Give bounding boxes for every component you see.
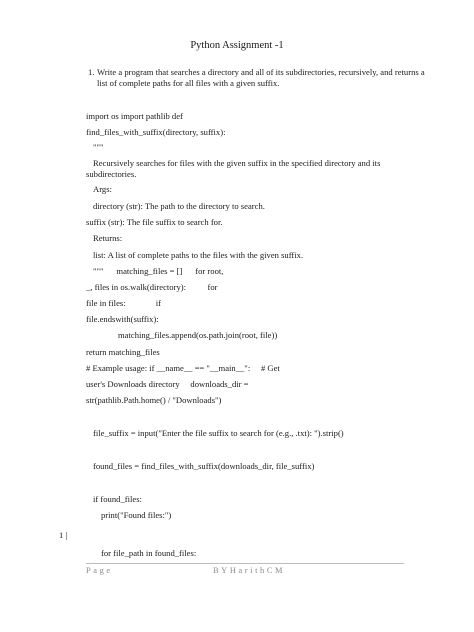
question-text-line-2: list of complete paths for all files with a given suffix. — [97, 78, 280, 88]
code-line: user's Downloads directory downloads_dir = — [86, 379, 249, 389]
question-number: 1. — [88, 67, 95, 77]
code-line: for file_path in found_files: — [101, 548, 197, 558]
code-line: # Example usage: if __name__ == "__main__": # Get — [86, 363, 280, 373]
question-text-line-1: Write a program that searches a directory and all of its subdirectories, recursively, and returns a — [97, 67, 425, 77]
code-line: subdirectories. — [86, 169, 137, 179]
code-line: file in files: if — [86, 298, 161, 308]
footer-divider — [86, 563, 404, 564]
code-line: file.endswith(suffix): — [86, 314, 159, 324]
code-line: Recursively searches for files with the given suffix in the specified directory and its — [93, 158, 381, 168]
code-line: matching_files.append(os.path.join(root, file)) — [118, 330, 278, 340]
code-line: directory (str): The path to the directory to search. — [93, 201, 265, 211]
code-line: list: A list of complete paths to the files with the given suffix. — [93, 250, 304, 260]
code-line: return matching_files — [86, 347, 160, 357]
code-line: file_suffix = input("Enter the file suffix to search for (e.g., .txt): ").strip() — [93, 428, 344, 438]
code-line: Args: — [93, 184, 112, 194]
code-line: suffix (str): The file suffix to search for. — [86, 217, 223, 227]
code-line: _, files in os.walk(directory): for — [86, 282, 218, 292]
code-line: str(pathlib.Path.home() / "Downloads") — [86, 395, 222, 405]
code-line: if found_files: — [93, 494, 142, 504]
footer-author: BYHarithCM — [213, 566, 286, 575]
code-line: Returns: — [93, 233, 123, 243]
code-line: """ matching_files = [] for root, — [93, 266, 224, 276]
margin-page-marker: 1 | — [59, 530, 68, 540]
code-line: print("Found files:") — [101, 510, 172, 520]
code-line: find_files_with_suffix(directory, suffix): — [86, 127, 226, 137]
code-line: import os import pathlib def — [86, 111, 183, 121]
footer-page-label: Page — [86, 566, 113, 575]
code-line: found_files = find_files_with_suffix(downloads_dir, file_suffix) — [93, 461, 315, 471]
code-line: """ — [93, 142, 104, 152]
page-title: Python Assignment -1 — [190, 40, 284, 51]
